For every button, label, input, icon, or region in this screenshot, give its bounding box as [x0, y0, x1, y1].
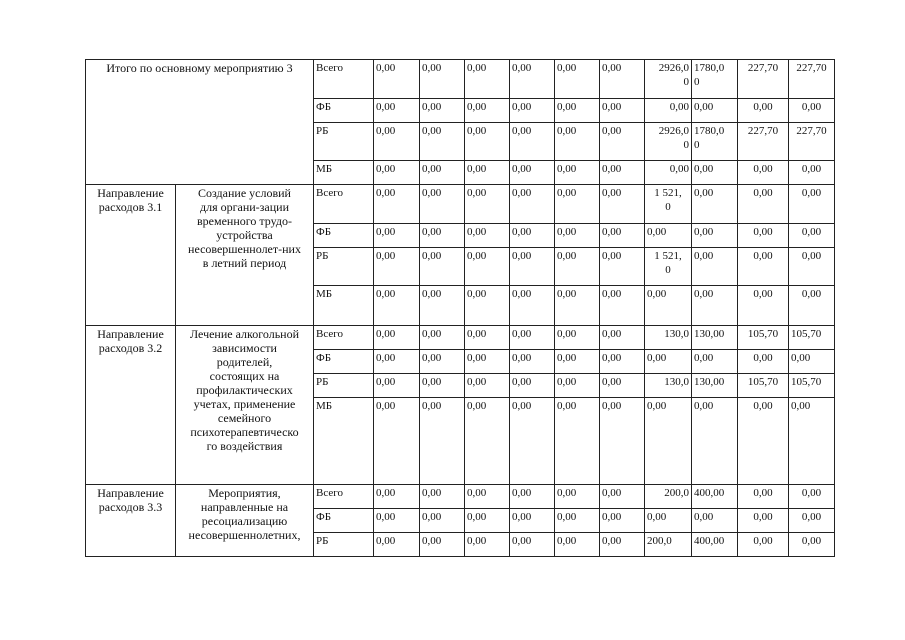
source-cell: Всего: [314, 60, 374, 99]
table-cell: 0,00: [465, 123, 510, 161]
group-label: Направление расходов 3.1: [86, 185, 176, 326]
table-cell: 0,00: [510, 185, 555, 224]
table-cell: 0,00: [420, 99, 465, 123]
table-row: [86, 326, 835, 350]
table-cell: 0,00: [600, 248, 645, 286]
table-cell: 0,00: [374, 248, 420, 286]
table-cell: 0,00: [692, 350, 738, 374]
table-cell: 0,00: [510, 485, 555, 509]
table-cell: 0,00: [374, 99, 420, 123]
table-cell: 0,00: [420, 350, 465, 374]
table-cell: 0,00: [465, 509, 510, 533]
table-cell: 0,00: [738, 350, 789, 374]
table-cell: 227,70: [738, 60, 789, 99]
table-cell: РБ: [314, 123, 374, 161]
table-cell: 0,00: [555, 533, 600, 557]
table-cell: 0,00: [789, 485, 835, 509]
table-cell: 0,00: [510, 161, 555, 185]
table-cell: 0,00: [420, 161, 465, 185]
table-cell: 0,00: [420, 374, 465, 398]
table-cell: ФБ: [314, 350, 374, 374]
table-cell: 0,00: [420, 248, 465, 286]
description-cell: Мероприятия, направленные на ресоциализацию несовершеннолетних,: [176, 485, 314, 557]
table-cell: 0,00: [555, 374, 600, 398]
table-cell: 0,00: [692, 185, 738, 224]
table-cell: 0,00: [465, 224, 510, 248]
table-cell: 0,00: [420, 485, 465, 509]
table-cell: 0,00: [374, 533, 420, 557]
table-cell: 1780,0 0: [692, 123, 738, 161]
table-cell: 0,00: [465, 374, 510, 398]
table-cell: 0,00: [510, 509, 555, 533]
table-cell: 0,00: [555, 509, 600, 533]
table-cell: 0,00: [555, 161, 600, 185]
table-cell: 200,0: [645, 533, 692, 557]
table-cell: 0,00: [465, 398, 510, 485]
table-cell: 0,00: [692, 286, 738, 326]
table-cell: 0,00: [789, 509, 835, 533]
table-cell: 0,00: [600, 286, 645, 326]
table-cell: 0,00: [645, 99, 692, 123]
table-cell: МБ: [314, 286, 374, 326]
table-cell: 105,70: [789, 374, 835, 398]
table-cell: 0,00: [600, 123, 645, 161]
table-cell: 0,00: [420, 533, 465, 557]
table-cell: 0,00: [555, 485, 600, 509]
table-cell: 0,00: [555, 185, 600, 224]
table-cell: 0,00: [510, 374, 555, 398]
table-cell: 0,00: [789, 398, 835, 485]
table-cell: МБ: [314, 161, 374, 185]
table-cell: 0,00: [600, 185, 645, 224]
table-cell: 0,00: [510, 60, 555, 99]
table-cell: 130,00: [692, 374, 738, 398]
table-cell: 0,00: [555, 60, 600, 99]
table-cell: 105,70: [738, 374, 789, 398]
table-cell: 0,00: [645, 398, 692, 485]
table-cell: 0,00: [789, 161, 835, 185]
table-cell: МБ: [314, 398, 374, 485]
table-cell: 2926,0 0: [645, 123, 692, 161]
table-cell: 0,00: [600, 350, 645, 374]
table-cell: 0,00: [555, 350, 600, 374]
table-cell: 0,00: [738, 248, 789, 286]
table-cell: Всего: [314, 326, 374, 350]
table-cell: 105,70: [738, 326, 789, 350]
table-cell: 0,00: [738, 533, 789, 557]
table-cell: 0,00: [465, 485, 510, 509]
table-cell: 0,00: [465, 533, 510, 557]
table-cell: 0,00: [420, 185, 465, 224]
table-cell: 0,00: [465, 326, 510, 350]
table-cell: РБ: [314, 533, 374, 557]
table-cell: 0,00: [692, 99, 738, 123]
table-cell: 0,00: [420, 326, 465, 350]
table-cell: 0,00: [555, 224, 600, 248]
table-cell: 400,00: [692, 485, 738, 509]
table-cell: 130,0: [645, 326, 692, 350]
table-cell: 227,70: [789, 123, 835, 161]
group-label: Направление расходов 3.2: [86, 326, 176, 485]
table-cell: РБ: [314, 248, 374, 286]
table-cell: 0,00: [420, 123, 465, 161]
group-label: Итого по основному мероприятию 3: [86, 60, 314, 185]
table-cell: 0,00: [645, 224, 692, 248]
table-cell: 0,00: [738, 99, 789, 123]
table-row: [86, 485, 835, 509]
table-cell: 400,00: [692, 533, 738, 557]
table-cell: 0,00: [692, 224, 738, 248]
table-cell: 0,00: [600, 533, 645, 557]
table-cell: 0,00: [555, 99, 600, 123]
table-cell: 0,00: [374, 185, 420, 224]
table-cell: 0,00: [645, 350, 692, 374]
table-cell: 0,00: [600, 398, 645, 485]
table-row: [86, 60, 835, 99]
table-cell: 0,00: [510, 350, 555, 374]
table-cell: 0,00: [738, 398, 789, 485]
table-cell: 0,00: [374, 326, 420, 350]
table-cell: 0,00: [692, 398, 738, 485]
table-cell: 0,00: [738, 185, 789, 224]
table-cell: 0,00: [555, 326, 600, 350]
table-cell: 0,00: [600, 326, 645, 350]
table-cell: 0,00: [374, 60, 420, 99]
table-cell: 2926,0 0: [645, 60, 692, 99]
table-cell: 0,00: [510, 248, 555, 286]
table-cell: 0,00: [374, 509, 420, 533]
table-cell: 0,00: [645, 286, 692, 326]
table-cell: 0,00: [692, 509, 738, 533]
table-cell: 0,00: [374, 123, 420, 161]
table-cell: 0,00: [789, 248, 835, 286]
budget-table: [85, 59, 835, 557]
table-cell: 0,00: [738, 509, 789, 533]
table-cell: 0,00: [789, 350, 835, 374]
description-cell: Лечение алкогольной зависимости родителей, состоящих на профилактических учетах, применение семейного психотерапевтическо го воздействия: [176, 326, 314, 485]
table-cell: 0,00: [465, 248, 510, 286]
table-cell: 0,00: [510, 224, 555, 248]
table-cell: 0,00: [738, 485, 789, 509]
table-cell: 0,00: [420, 224, 465, 248]
table-cell: ФБ: [314, 99, 374, 123]
table-cell: 200,0: [645, 485, 692, 509]
table-cell: 0,00: [420, 286, 465, 326]
table-cell: 0,00: [374, 374, 420, 398]
table-cell: 0,00: [600, 374, 645, 398]
table-cell: 227,70: [738, 123, 789, 161]
table-cell: 0,00: [510, 286, 555, 326]
table-cell: 227,70: [789, 60, 835, 99]
table-cell: 0,00: [600, 99, 645, 123]
table-cell: 0,00: [420, 398, 465, 485]
table-cell: 0,00: [600, 161, 645, 185]
table-cell: 0,00: [510, 398, 555, 485]
table-cell: 0,00: [645, 509, 692, 533]
table-cell: 0,00: [789, 185, 835, 224]
table-cell: 0,00: [555, 123, 600, 161]
table-cell: 0,00: [465, 185, 510, 224]
table-cell: 105,70: [789, 326, 835, 350]
table-cell: 0,00: [600, 224, 645, 248]
table-cell: ФБ: [314, 224, 374, 248]
table-row: [86, 185, 835, 224]
table-cell: 0,00: [555, 248, 600, 286]
table-cell: 0,00: [600, 509, 645, 533]
table-cell: 0,00: [600, 485, 645, 509]
table-cell: 0,00: [510, 99, 555, 123]
table-cell: 0,00: [465, 350, 510, 374]
table-cell: 0,00: [374, 398, 420, 485]
table-cell: 0,00: [738, 224, 789, 248]
table-cell: 0,00: [374, 485, 420, 509]
table-cell: 0,00: [600, 60, 645, 99]
table-cell: 0,00: [374, 350, 420, 374]
table-cell: 0,00: [738, 161, 789, 185]
table-cell: 0,00: [420, 509, 465, 533]
table-cell: 0,00: [555, 398, 600, 485]
group-label: Направление расходов 3.3: [86, 485, 176, 557]
table-cell: 0,00: [555, 286, 600, 326]
table-cell: 0,00: [738, 286, 789, 326]
table-cell: 1 521, 0: [645, 185, 692, 224]
table-cell: 0,00: [374, 161, 420, 185]
table-cell: 0,00: [692, 161, 738, 185]
table-cell: 0,00: [692, 248, 738, 286]
table-cell: 0,00: [510, 533, 555, 557]
table-cell: 0,00: [789, 224, 835, 248]
table-cell: 0,00: [465, 99, 510, 123]
table-cell: 130,0: [645, 374, 692, 398]
table-cell: 0,00: [645, 161, 692, 185]
description-cell: Создание условий для органи-зации временного трудо- устройства несовершеннолет-них в летний период: [176, 185, 314, 326]
table-cell: 0,00: [374, 224, 420, 248]
table-cell: Всего: [314, 185, 374, 224]
table-cell: 0,00: [374, 286, 420, 326]
table-cell: 0,00: [465, 60, 510, 99]
table-cell: 0,00: [510, 123, 555, 161]
table-cell: 1780,0 0: [692, 60, 738, 99]
table-cell: 1 521, 0: [645, 248, 692, 286]
table-cell: 0,00: [465, 286, 510, 326]
table-cell: 0,00: [420, 60, 465, 99]
table-cell: 0,00: [789, 286, 835, 326]
table-cell: 130,00: [692, 326, 738, 350]
table-cell: ФБ: [314, 509, 374, 533]
table-cell: 0,00: [465, 161, 510, 185]
table-cell: 0,00: [789, 533, 835, 557]
table-cell: РБ: [314, 374, 374, 398]
table-cell: 0,00: [789, 99, 835, 123]
table-cell: Всего: [314, 485, 374, 509]
table-cell: 0,00: [510, 326, 555, 350]
